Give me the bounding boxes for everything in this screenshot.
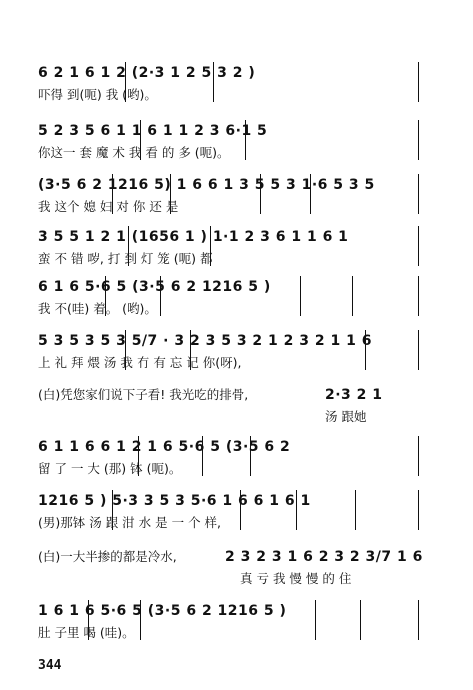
bar-line bbox=[315, 600, 316, 640]
bar-line bbox=[418, 490, 419, 530]
bar-line bbox=[418, 226, 419, 266]
jianpu-notes: (3·5 6 2 1216 5) 1 6 6 1 3 5 5 3 1·6 5 3 5 bbox=[38, 177, 375, 193]
bar-line bbox=[310, 174, 311, 214]
bar-line bbox=[418, 62, 419, 102]
jianpu-notes: 3 5 5 1 2 1 (1656 1 ) 1·1 2 3 6 1 1 6 1 bbox=[38, 229, 349, 245]
bar-line bbox=[213, 62, 214, 102]
bar-line bbox=[418, 120, 419, 160]
bar-line bbox=[202, 436, 203, 476]
bar-line bbox=[128, 226, 129, 266]
bar-line bbox=[300, 276, 301, 316]
jianpu-notes: 6 2 1 6 1 2 (2·3 1 2 5 3 2 ) bbox=[38, 65, 256, 81]
bar-line bbox=[170, 174, 171, 214]
jianpu-notes: 6 1 1 6 6 1 2 1 6 5·6 5 (3·5 6 2 bbox=[38, 439, 291, 455]
score-system-3 bbox=[0, 174, 473, 232]
bar-line bbox=[138, 436, 139, 476]
bar-line bbox=[418, 174, 419, 214]
bar-line bbox=[418, 276, 419, 316]
bar-line bbox=[250, 436, 251, 476]
score-system-9 bbox=[0, 600, 473, 658]
bar-line bbox=[260, 174, 261, 214]
jianpu-notes: 2·3 2 1 bbox=[325, 387, 383, 403]
lyrics: 汤 跟她 bbox=[325, 409, 367, 424]
spoken-text: (白)一大半掺的都是冷水, bbox=[38, 549, 177, 564]
bar-line bbox=[418, 600, 419, 640]
score-system-8 bbox=[0, 490, 473, 548]
bar-line bbox=[190, 330, 191, 370]
bar-line bbox=[140, 120, 141, 160]
lyrics: 真 亏 我 慢 慢 的 住 bbox=[240, 571, 352, 586]
score-system-7 bbox=[0, 436, 473, 494]
bar-line bbox=[140, 600, 141, 640]
bar-line bbox=[160, 276, 161, 316]
score-system-5 bbox=[0, 276, 473, 334]
jianpu-notes: 5 2 3 5 6 1 1 6 1 1 2 3 6·1 5 bbox=[38, 123, 268, 139]
bar-line bbox=[418, 330, 419, 370]
bar-line bbox=[245, 120, 246, 160]
bar-line bbox=[88, 600, 89, 640]
bar-line bbox=[112, 490, 113, 530]
jianpu-notes: 1216 5 ) 5·3 3 5 3 5·6 1 6 6 1 6 1 bbox=[38, 493, 311, 509]
lyrics: 吓得 到(呃) 我 (哟)。 bbox=[38, 87, 157, 102]
bar-line bbox=[360, 600, 361, 640]
lyrics: 你这一 套 魔 术 我 看 的 多 (呃)。 bbox=[38, 145, 230, 160]
lyrics: 蛮 不 错 哕, 打 到 灯 笼 (呃) 都 bbox=[38, 251, 213, 266]
lyrics: 我 这个 媳 妇 对 你 还 是 bbox=[38, 199, 179, 214]
jianpu-notes: 5 3 5 3 5 3 5/7 · 3 2 3 5 3 2 1 2 3 2 1 1 6 bbox=[38, 333, 372, 349]
bar-line bbox=[418, 436, 419, 476]
bar-line bbox=[352, 276, 353, 316]
bar-line bbox=[296, 490, 297, 530]
jianpu-notes: 1 6 1 6 5·6 5 (3·5 6 2 1216 5 ) bbox=[38, 603, 287, 619]
spoken-line-2 bbox=[0, 546, 473, 604]
page-number: 344 bbox=[38, 658, 62, 673]
lyrics: 我 不(哇) 着。 (哟)。 bbox=[38, 301, 157, 316]
jianpu-notes: 6 1 6 5·6 5 (3·5 6 2 1216 5 ) bbox=[38, 279, 271, 295]
jianpu-notes: 2 3 2 3 1 6 2 3 2 3/7 1 6 bbox=[225, 549, 423, 565]
score-system-1 bbox=[0, 62, 473, 120]
bar-line bbox=[112, 174, 113, 214]
lyrics: 留 了 一 大 (那) 钵 (呃)。 bbox=[38, 461, 182, 476]
bar-line bbox=[365, 330, 366, 370]
bar-line bbox=[105, 276, 106, 316]
score-system-6 bbox=[0, 330, 473, 388]
spoken-text: (白)凭您家们说下子看! 我光吃的排骨, bbox=[38, 387, 249, 402]
spoken-line-1 bbox=[0, 384, 473, 442]
bar-line bbox=[355, 490, 356, 530]
bar-line bbox=[240, 490, 241, 530]
bar-line bbox=[210, 226, 211, 266]
lyrics: 肚 子里 喝 (哇)。 bbox=[38, 625, 135, 640]
bar-line bbox=[125, 330, 126, 370]
bar-line bbox=[125, 62, 126, 102]
lyrics: 上 礼 拜 煨 汤 我 冇 有 忘 记 你(呀), bbox=[38, 355, 242, 370]
lyrics: (男)那钵 汤 跟 泔 水 是 一 个 样, bbox=[38, 515, 222, 530]
score-system-2 bbox=[0, 120, 473, 178]
